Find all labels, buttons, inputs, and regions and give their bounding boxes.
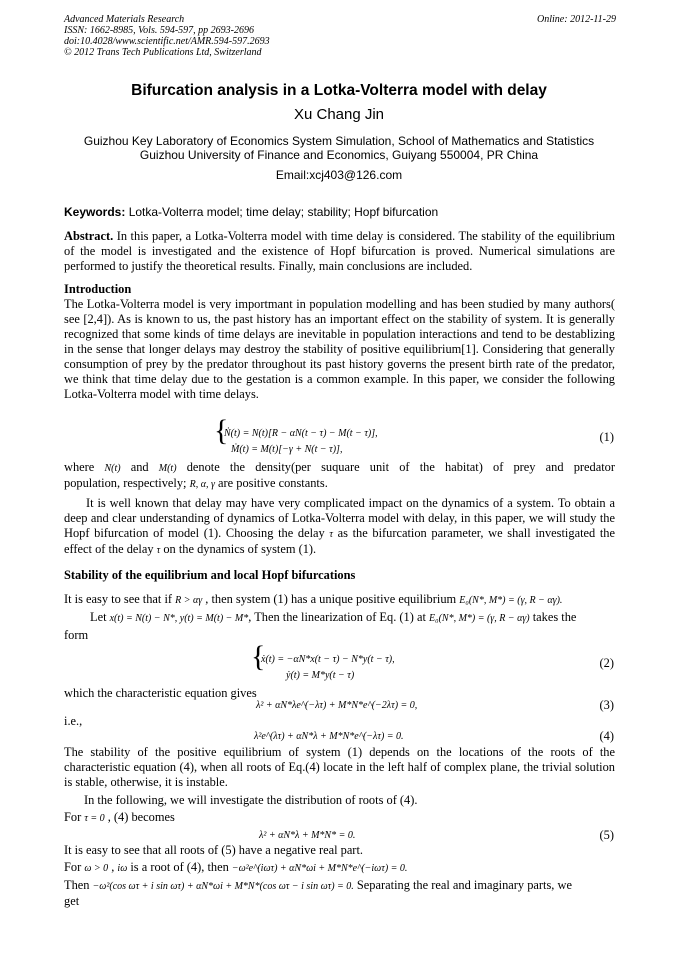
get-text: get <box>64 894 80 908</box>
stability-line-1 <box>64 592 615 608</box>
eq4: λ²e^(λτ) + αN*λ + M*N*e^(−λτ) = 0. <box>254 731 404 742</box>
paper-affiliation <box>0 134 678 162</box>
where-constants: are positive constants. <box>214 476 328 490</box>
where-description: denote the density(per suquare unit of the habitat) of prey and predator <box>176 460 615 474</box>
for-tau-a: For <box>64 810 85 824</box>
abstract-label: Abstract. <box>64 229 114 243</box>
affiliation-line-2: Guizhou University of Finance and Economics, Guiyang 550004, PR China <box>139 148 539 162</box>
stab-1b: , then system (1) has a unique positive equilibrium <box>202 592 460 606</box>
stab-2b: , Then the linearization of Eq. (1) at <box>248 610 429 624</box>
stability-line-2 <box>64 610 641 626</box>
keywords-label: Keywords: <box>64 205 126 219</box>
intro-p2-tau-1: τ <box>329 529 333 540</box>
omega-line <box>64 860 615 876</box>
ie-text: i.e., <box>64 714 83 728</box>
then-equation: −ω²(cos ωτ + i sin ωτ) + αN*ωi + M*N*(cos ωτ − i sin ωτ) = 0. <box>92 881 354 892</box>
eq1-line-1: Ṅ(t) = N(t)[R − αN(t − τ) − M(t − τ)], <box>224 428 378 439</box>
journal-copyright: © 2012 Trans Tech Publications Ltd, Switzerland <box>64 47 262 58</box>
omega-b: , <box>108 860 118 874</box>
eq1-number: (1) <box>599 430 614 444</box>
affiliation-line-1: Guizhou Key Laboratory of Economics System Simulation, School of Mathematics and Statistics <box>83 134 595 148</box>
stab-1a: It is easy to see that if <box>64 592 176 606</box>
eq2-line-1: ẋ(t) = −αN*x(t − τ) − N*y(t − τ), <box>261 654 395 665</box>
eq2-number: (2) <box>599 656 614 670</box>
introduction-paragraph-2 <box>64 496 615 558</box>
eq4-number: (4) <box>599 729 614 743</box>
characteristic-text: which the characteristic equation gives <box>64 686 257 700</box>
omega-a: For <box>64 860 85 874</box>
stab-2-substitution: x(t) = N(t) − N*, y(t) = M(t) − M* <box>109 613 249 624</box>
introduction-heading: Introduction <box>64 282 132 296</box>
eq2-brace: { <box>251 640 266 673</box>
for-tau-condition: τ = 0 <box>84 813 105 824</box>
stability-paragraph-5: In the following, we will investigate the distribution of roots of (4). <box>84 793 418 807</box>
stability-line-3: form <box>64 628 89 642</box>
where-N: N(t) <box>104 463 121 474</box>
stab-1-equilibrium: E₀(N*, M*) = (γ, R − αγ). <box>459 595 563 606</box>
paper-author: Xu Chang Jin <box>293 106 385 123</box>
journal-name: Advanced Materials Research <box>64 14 185 25</box>
for-tau-b: , (4) becomes <box>104 810 175 824</box>
where-line-1 <box>64 460 615 476</box>
then-a: Then <box>64 878 93 892</box>
stab-1-condition: R > αγ <box>175 595 203 606</box>
keywords <box>64 205 438 219</box>
eq2-line-2: ẏ(t) = M*y(t − τ) <box>286 670 355 681</box>
omega-root: iω <box>117 863 128 874</box>
abstract-text: In this paper, a Lotka-Volterra model with time delay is considered. The stability of the equilibrium of the model is investigated and the existence of Hopf bifurcation is proved. Numerical simulations are performed to justify the theoretical results. Finally, main conclusions are included. <box>64 229 615 273</box>
journal-doi: doi:10.4028/www.scientific.net/AMR.594-597.2693 <box>64 36 270 47</box>
intro-p2-part-c: on the dynamics of system (1). <box>160 542 317 556</box>
eq3-number: (3) <box>599 698 614 712</box>
omega-condition: ω > 0 <box>84 863 109 874</box>
then-line <box>64 878 615 894</box>
eq1-brace: { <box>214 414 229 447</box>
paper-email: Email:xcj403@126.com <box>275 168 403 182</box>
where-line-2 <box>64 476 615 492</box>
paper-title: Bifurcation analysis in a Lotka-Volterra model with delay <box>131 82 547 99</box>
where-population: population, respectively; <box>64 476 190 490</box>
where-params: R, α, γ <box>189 479 215 490</box>
eq5: λ² + αN*λ + M*N* = 0. <box>259 830 356 841</box>
then-b: Separating the real and imaginary parts, we <box>353 878 572 892</box>
stability-paragraph-4: The stability of the positive equilibrium of system (1) depends on the locations of the roots of the characteristic equation (4), when all roots of Eq.(4) locate in the left half of complex plane, the trivial solution is stable, otherwise, it is instable. <box>64 745 615 789</box>
intro-p2-part-b: as the bifurcation parameter, we shall investigated the effect of the delay <box>64 526 616 556</box>
where-and: and <box>120 460 159 474</box>
introduction-paragraph-1: The Lotka-Volterra model is very importmant in population modelling and has been studied by many authors( see [2,4]). As is known to us, the past history has an important effect on the stability of system. It is generally recognized that some kinds of time delays are inevitable in population interactions and tend to be destablizing in the sense that longer delays may destroy the stability of positive equilibrium[1]. Considering that generally consumption of prey by the predator throughout its past history governs the present birth rate of the predator, we think that time delay due to the gestation is a common example. In this paper, we consider the following Lotka-Volterra model with time delays. <box>64 297 615 401</box>
eq1-line-2: Ṁ(t) = M(t)[−γ + N(t − τ)], <box>231 444 343 455</box>
negative-real-text: It is easy to see that all roots of (5) have a negative real part. <box>64 843 363 857</box>
intro-p2-part-a: It is well known that delay may have very complicated impact on the dynamics of a system. To obtain a deep and clear understanding of dynamics of Lotka-Volterra model with delay, in this paper, we will study the Hopf bifurcation of model (1). Choosing the delay <box>64 496 615 540</box>
eq5-number: (5) <box>599 828 614 842</box>
online-date: Online: 2012-11-29 <box>537 14 616 25</box>
keywords-text: Lotka-Volterra model; time delay; stability; Hopf bifurcation <box>125 205 439 219</box>
omega-c: is a root of (4), then <box>127 860 232 874</box>
intro-p2-tau-2: τ <box>156 545 161 556</box>
for-tau-line <box>64 810 615 826</box>
stability-heading: Stability of the equilibrium and local Hopf bifurcations <box>64 568 356 582</box>
journal-header <box>64 14 616 58</box>
stab-2-equilibrium: E₀(N*, M*) = (γ, R − αγ) <box>428 613 530 624</box>
where-text: where <box>64 460 105 474</box>
stab-2a: Let <box>90 610 110 624</box>
where-M: M(t) <box>158 463 177 474</box>
journal-issn: ISSN: 1662-8985, Vols. 594-597, pp 2693-2696 <box>64 25 254 36</box>
omega-equation: −ω²e^(iωτ) + αN*ωi + M*N*e^(−iωτ) = 0. <box>231 863 408 874</box>
abstract <box>64 229 615 274</box>
eq3: λ² + αN*λe^(−λτ) + M*N*e^(−2λτ) = 0, <box>256 700 418 711</box>
stab-2c: takes the <box>529 610 577 624</box>
